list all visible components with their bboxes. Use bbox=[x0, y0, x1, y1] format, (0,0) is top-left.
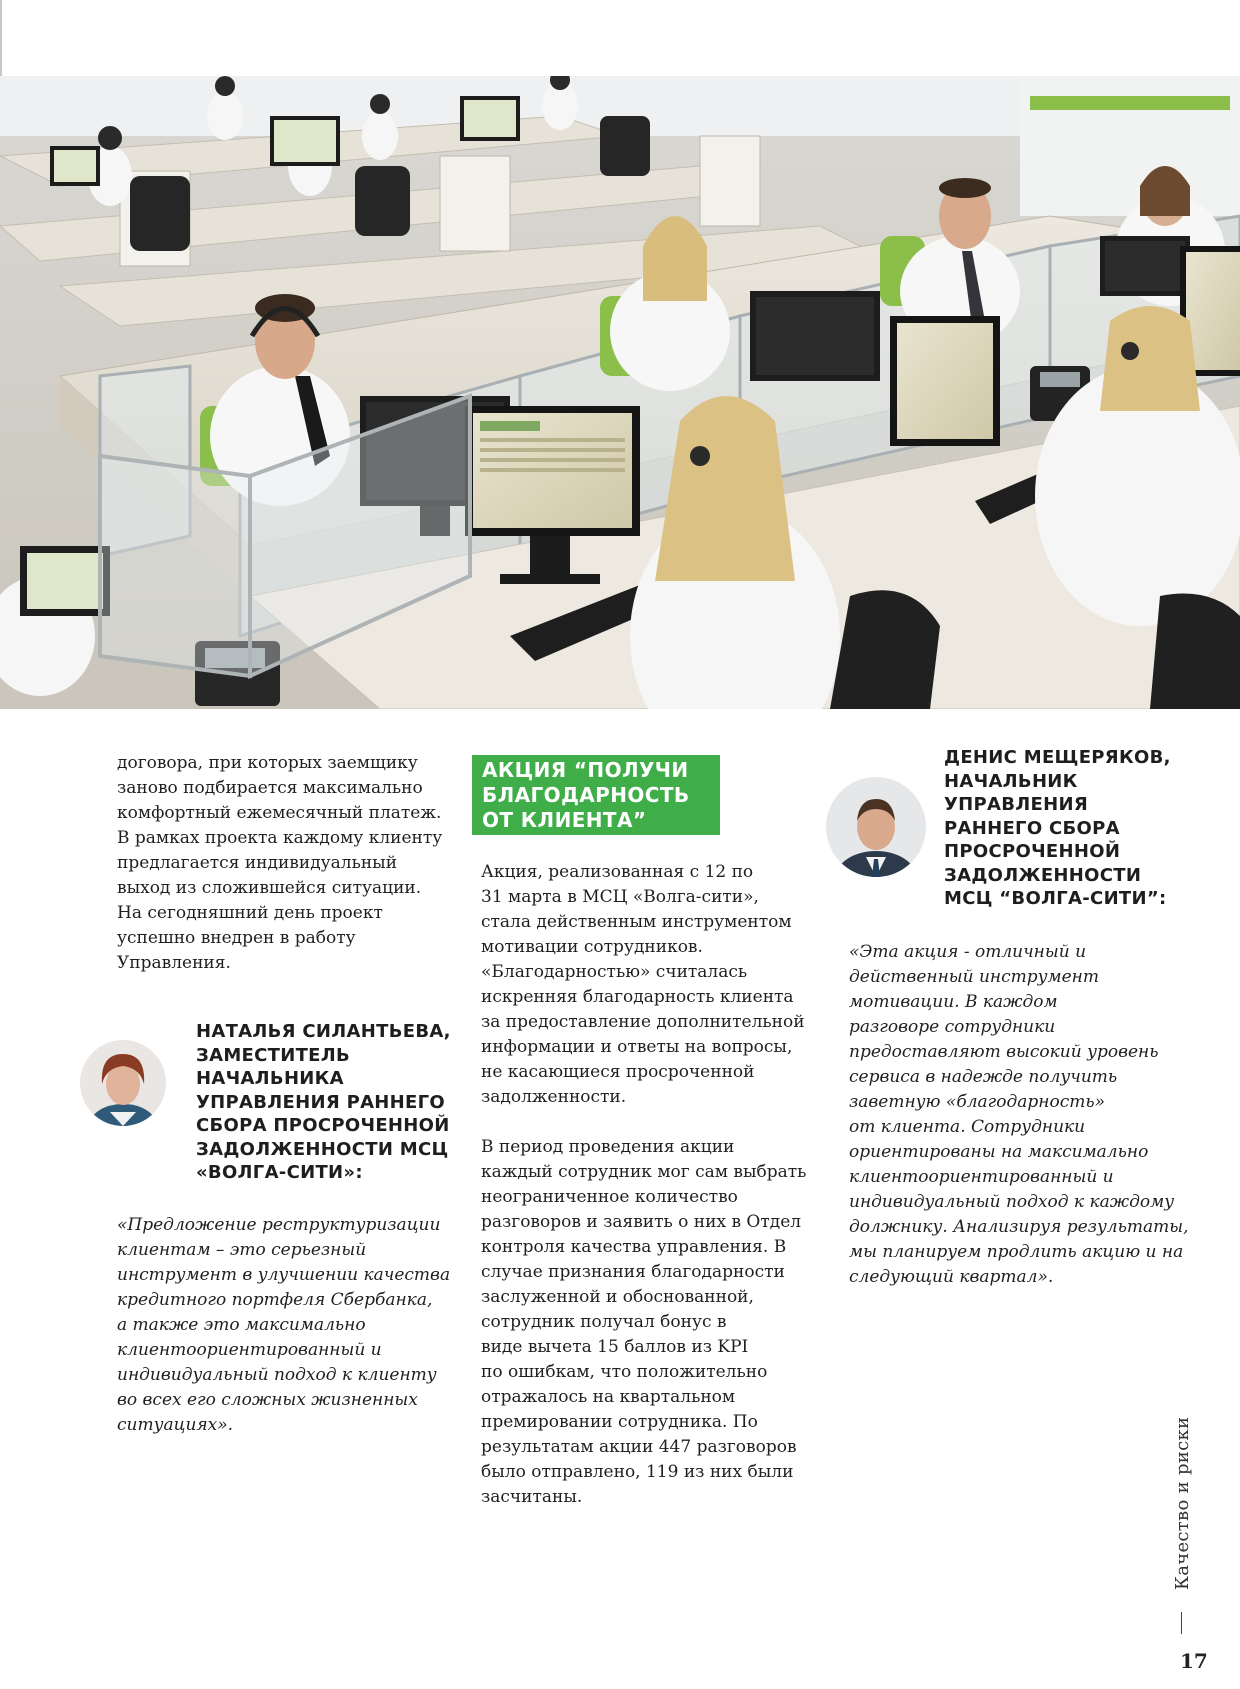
person-name-meshcheryakov: ДЕНИС МЕЩЕРЯКОВ, НАЧАЛЬНИК УПРАВЛЕНИЯ РАННЕГО СБОРА ПРОСРОЧЕННОЙ ЗАДОЛЖЕННОСТИ МСЦ “ВОЛГА-СИТИ”: bbox=[944, 747, 1171, 909]
column-left bbox=[117, 751, 457, 976]
quote-silantyeva: «Предложение реструктуризации клиентам – это серьезный инструмент в улучшении качества кредитного портфеля Сбербанка, а также это максимально клиентоориентированный и индивидуальный подход к клиенту во всех его сложных жизненных ситуациях». bbox=[117, 1215, 451, 1435]
campaign-heading: АКЦИЯ “ПОЛУЧИ БЛАГОДАРНОСТЬ ОТ КЛИЕНТА” bbox=[472, 755, 720, 835]
campaign-paragraph-1: Акция, реализованная с 12 по 31 марта в МСЦ «Волга-сити», стала действенным инструментом мотивации сотрудников. «Благодарностью» считалась искренняя благодарность клиента за предоставление дополнительной информации и ответы на вопросы, не касающиеся просроченной задолженности. bbox=[481, 862, 805, 1107]
avatar-silantyeva bbox=[80, 1040, 166, 1126]
person-name-silantyeva: НАТАЛЬЯ СИЛАНТЬЕВА, ЗАМЕСТИТЕЛЬ НАЧАЛЬНИКА УПРАВЛЕНИЯ РАННЕГО СБОРА ПРОСРОЧЕННОЙ ЗАДОЛЖЕННОСТИ МСЦ «ВОЛГА-СИТИ»: bbox=[196, 1021, 451, 1183]
quote-meshcheryakov: «Эта акция - отличный и действенный инструмент мотивации. В каждом разговоре сотрудники предоставляют высокий уровень сервиса в надежде получить заветную «благодарность» от клиента. Сотрудники ориентированы на максимально клиентоориентированный и индивидуальный подход к каждому должнику. Анализируя результаты, мы планируем продлить акцию и на следующий квартал». bbox=[849, 942, 1189, 1287]
page-edge-rule bbox=[0, 0, 2, 76]
intro-paragraph: договора, при которых заемщику заново подбирается максимально комфортный ежемесячный платеж. В рамках проекта каждому клиенту предлагается индивидуальный выход из сложившейся ситуации. На сегодняшний день проект успешно внедрен в работу Управления. bbox=[117, 753, 443, 973]
call-center-photo bbox=[0, 76, 1240, 709]
section-divider bbox=[1181, 1612, 1182, 1634]
column-middle bbox=[481, 860, 826, 1510]
section-label: Качество и риски bbox=[1172, 1416, 1193, 1590]
quote-meshcheryakov-block bbox=[849, 940, 1189, 1290]
campaign-paragraph-2: В период проведения акции каждый сотрудник мог сам выбрать неограниченное количество разговоров и заявить о них в Отдел контроля качества управления. В случае признания благодарности заслуженной и обоснованной, сотрудник получал бонус в виде вычета 15 баллов из KPI по ошибкам, что положительно отражалось на квартальном премировании сотрудника. По результатам акции 447 разговоров было отправлено, 119 из них были засчитаны. bbox=[481, 1137, 807, 1507]
page-number: 17 bbox=[1180, 1649, 1208, 1673]
quote-silantyeva-block bbox=[117, 1213, 457, 1438]
avatar-meshcheryakov bbox=[826, 777, 926, 877]
